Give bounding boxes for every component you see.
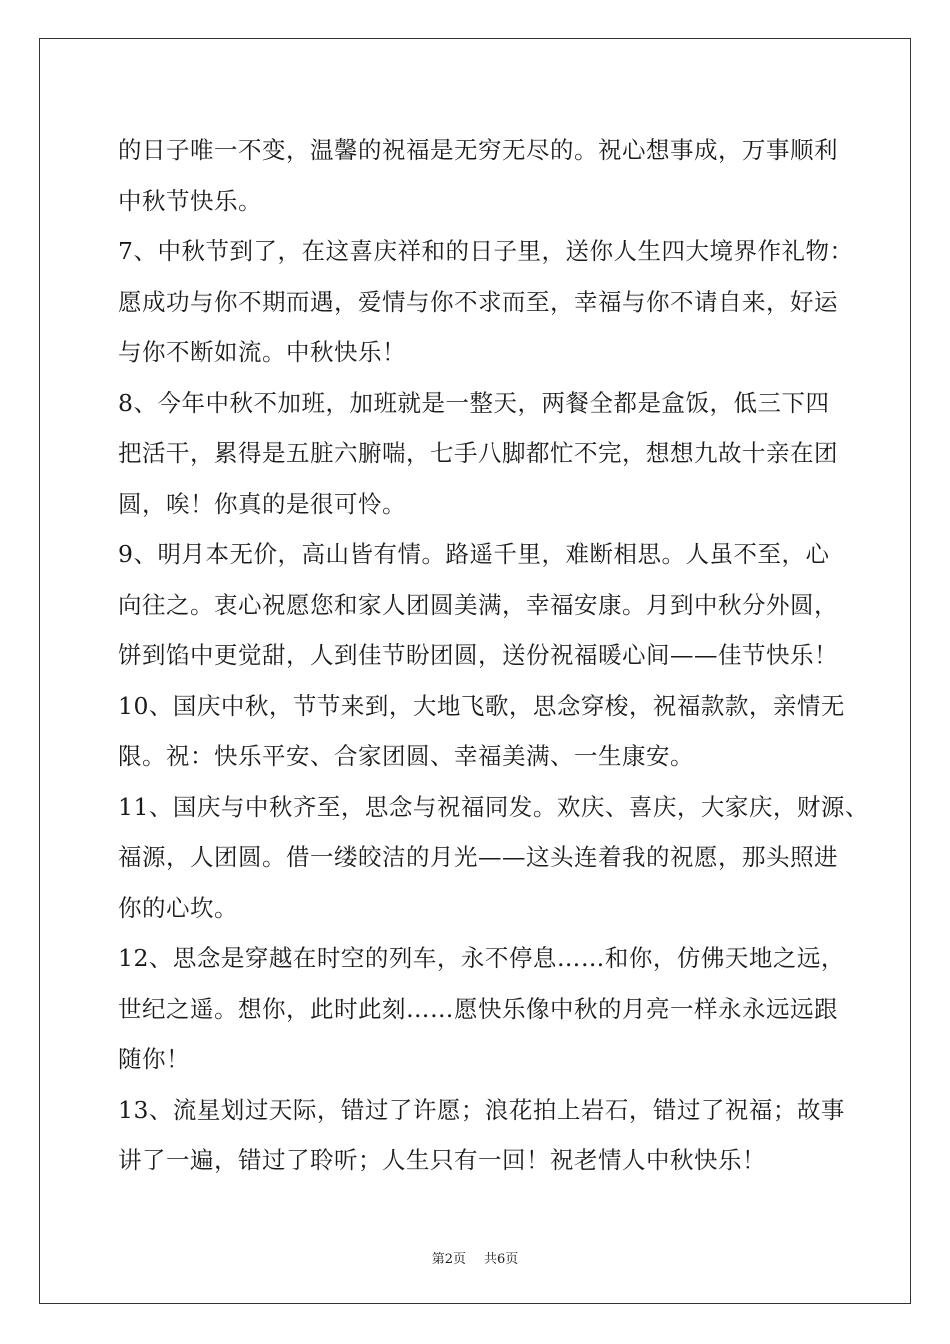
text-line: 愿成功与你不期而遇，爱情与你不求而至，幸福与你不请自来，好运 [118, 287, 838, 316]
page-number: 第2页 [431, 1252, 466, 1267]
text-line: 随你！ [118, 1045, 190, 1073]
text-line: 12、思念是穿越在时空的列车，永不停息……和你，仿佛天地之远， [118, 944, 845, 972]
text-line: 8、今年中秋不加班，加班就是一整天，两餐全都是盒饭，低三下四 [118, 388, 830, 417]
text-line: 向往之。衷心祝愿您和家人团圆美满，幸福安康。月到中秋分外圆， [118, 590, 838, 619]
page-footer [0, 1248, 950, 1267]
text-line: 讲了一遍，错过了聆听；人生只有一回！祝老情人中秋快乐！ [118, 1146, 766, 1174]
document-body [118, 129, 869, 1190]
text-line: 世纪之遥。想你，此时此刻……愿快乐像中秋的月亮一样永永远远跟 [118, 994, 838, 1023]
text-line: 7、中秋节到了，在这喜庆祥和的日子里，送你人生四大境界作礼物： [118, 237, 854, 265]
text-line: 饼到馅中更觉甜，人到佳节盼团圆，送份祝福暖心间——佳节快乐！ [118, 641, 838, 669]
text-line: 把活干，累得是五脏六腑喘，七手八脚都忙不完，想想九故十亲在团 [118, 439, 838, 467]
text-line: 圆，唉！你真的是很可怜。 [118, 489, 406, 518]
text-line: 限。祝：快乐平安、合家团圆、幸福美满、一生康安。 [118, 742, 694, 770]
text-line: 9、明月本无价，高山皆有情。路遥千里，难断相思。人虽不至，心 [118, 540, 830, 568]
text-line: 你的心坎。 [118, 893, 238, 922]
text-line: 10、国庆中秋，节节来到，大地飞歌，思念穿梭，祝福款款，亲情无 [118, 691, 845, 720]
text-line: 与你不断如流。中秋快乐！ [118, 338, 406, 366]
text-line: 的日子唯一不变，温馨的祝福是无穷无尽的。祝心想事成，万事顺利 [118, 136, 838, 164]
text-line: 中秋节快乐。 [118, 186, 262, 215]
text-line: 福源，人团圆。借一缕皎洁的月光——这头连着我的祝愿，那头照进 [118, 843, 838, 871]
text-line: 13、流星划过天际，错过了许愿；浪花拍上岩石，错过了祝福；故事 [118, 1095, 845, 1124]
page-total: 共6页 [484, 1252, 519, 1267]
text-line: 11、国庆与中秋齐至，思念与祝福同发。欢庆、喜庆，大家庆，财源、 [118, 792, 869, 821]
